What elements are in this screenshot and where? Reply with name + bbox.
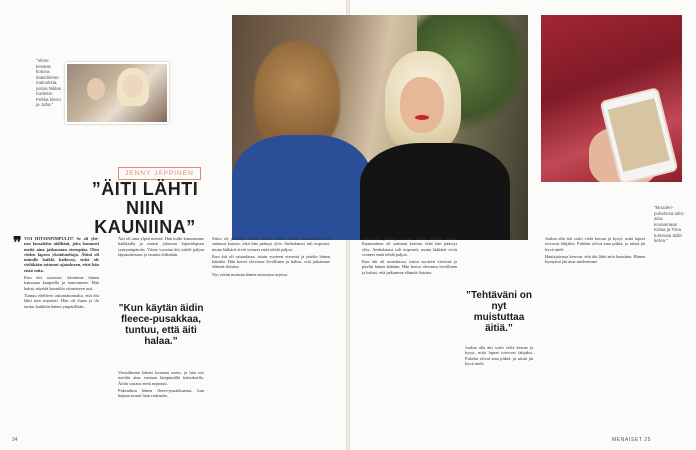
right-caption: ”Mooderi-puhelinsä tulisi aina kuvaamaan Kelaa ja Tiina tuntevaa äidin tietoa.” — [654, 205, 684, 243]
body-column-6 — [545, 236, 645, 266]
hero-photo-woman-right-lips — [415, 115, 429, 120]
page-number-left: 24 — [12, 437, 18, 443]
hero-photo — [232, 15, 528, 240]
pullquote-right: ”Tehtäväni on nyt muistuttaa äitiä.” — [466, 290, 532, 334]
opening-quote-mark-icon: ❞ — [13, 235, 22, 252]
body-paragraph: Kun äiti oli sairaalassa, istuin vuoteen vieressä ja pitelin hänen kättään. Hän kertoi olevansa levollinen ja halusi, että jatkamme elämää iloisina. — [212, 253, 330, 270]
body-paragraph: Pukeuduin hänen fleece-pusakkaansa, kun kaipuu tuntui liian raskaalta. — [118, 387, 204, 399]
hero-photo-woman-left-body — [232, 135, 372, 240]
body-paragraph: Kun äiti sairastui, kävimme hänen kanssaan kaupoilla ja nauroimme. Hän halusi näyttää kauniilta viimeiseen asti. — [24, 275, 99, 291]
body-paragraph: Hautajaisissa kerroin, että äiti lähti niin kauniina. Hänen hymynsä jää aina mieleemme. — [545, 253, 645, 265]
inset-photo-person-right — [123, 74, 143, 98]
body-column-2b — [118, 370, 204, 400]
inset-photo — [65, 62, 169, 124]
body-paragraph: Joulun alla äiti soitti vielä kerran ja kysyi, mitä lapset toivovat lahjaksi. Puhelut olivat aina pitkiä, ja niistä jäi hyvä mieli. — [545, 236, 645, 252]
body-column-3 — [212, 236, 330, 279]
body-paragraph: Joulun alla äiti soitti vielä kerran ja kysyi, mitä lapset toivovat lahjaksi. Puhelut olivat aina pitkiä, ja niistä jäi hyvä mieli. — [465, 345, 533, 366]
headline: ”ÄITI LÄHTI NIIN KAUNIINA” — [91, 179, 199, 237]
body-column-5 — [465, 345, 533, 368]
body-paragraph: Kun äiti oli sairaalassa, istuin vuoteen vieressä ja pitelin hänen kättään. Hän kertoi olevansa levollinen ja halusi, että jatkamme elämää iloisina. — [362, 259, 457, 275]
phone-photo — [541, 15, 682, 182]
body-column-2a — [118, 236, 204, 298]
body-paragraph: Sisko oli yrittänyt soittaa äidille monta kertaa. Kaatuminen oli sattunut kotona, eikä hän päässyt ylös. Ambulanssi tuli nopeasti, mutta lääkärit eivät voineet enää tehdä paljon. — [212, 236, 330, 252]
phone-screen — [608, 98, 670, 172]
body-column-4 — [362, 236, 457, 277]
body-paragraph: Äiti oli aina ylpeä meistä. Hän kulki kanssamme kaikkialla ja muisti jokaisen lapsenlapsen syntymäpäivän. Viime vuosina äiti jutteli paljon lapsuudestaan ja omasta äidistään. — [118, 236, 204, 257]
pullquote-left: ”Kun käytän äidin fleece-pusakkaa, tuntuu, että äiti halaa.” — [118, 303, 204, 347]
hero-photo-woman-right-body — [360, 143, 510, 240]
page-number-right: MENAISET 25 — [612, 437, 652, 443]
inset-caption: ”Viime kesänä kotona katselimme mainoksia, joissa Niklas Karlelon Pekka kierro ja Juha.” — [36, 58, 62, 107]
body-paragraph: Vierailimme hänen luonaan usein, ja hän otti meidät aina vastaan lämpimällä halauksella. Äidin sairaus eteni nopeasti. — [118, 370, 204, 386]
byline-box: JENNY JÄPPINEN — [118, 167, 201, 180]
body-paragraph: Sisko oli yrittänyt soittaa äidille monta kertaa. Kaatuminen oli sattunut kotona, eikä hän päässyt ylös. Ambulanssi tuli nopeasti, mutta lääkärit eivät voineet enää tehdä paljon. — [362, 236, 457, 257]
body-paragraph: VOI HITSINPIMPULIT! Se oli ylei-nen lausahdus äidiltäni, joka kannusti meitä aina jatkamaan eteenpäin. Olen viiden lapsen yksinhuoltaja. Äitini oli minulle kaikki kaikessa, enkä ole vieläkään tottunut ajatukseen, ettei hän enää soita. — [24, 236, 99, 273]
body-paragraph: Nyt yritän muistaa hänen neuvonsa arjessa. — [212, 271, 289, 277]
inset-photo-person-left — [87, 78, 105, 100]
body-column-1 — [24, 236, 99, 311]
body-paragraph: Tuntuu edelleen uskomattomalta, että äiti lähti niin nopeasti. Hän oli ihana ja ilo tarttui kaikkiin hänen ympärillään. — [24, 292, 99, 309]
hero-photo-woman-right-face — [400, 77, 444, 133]
